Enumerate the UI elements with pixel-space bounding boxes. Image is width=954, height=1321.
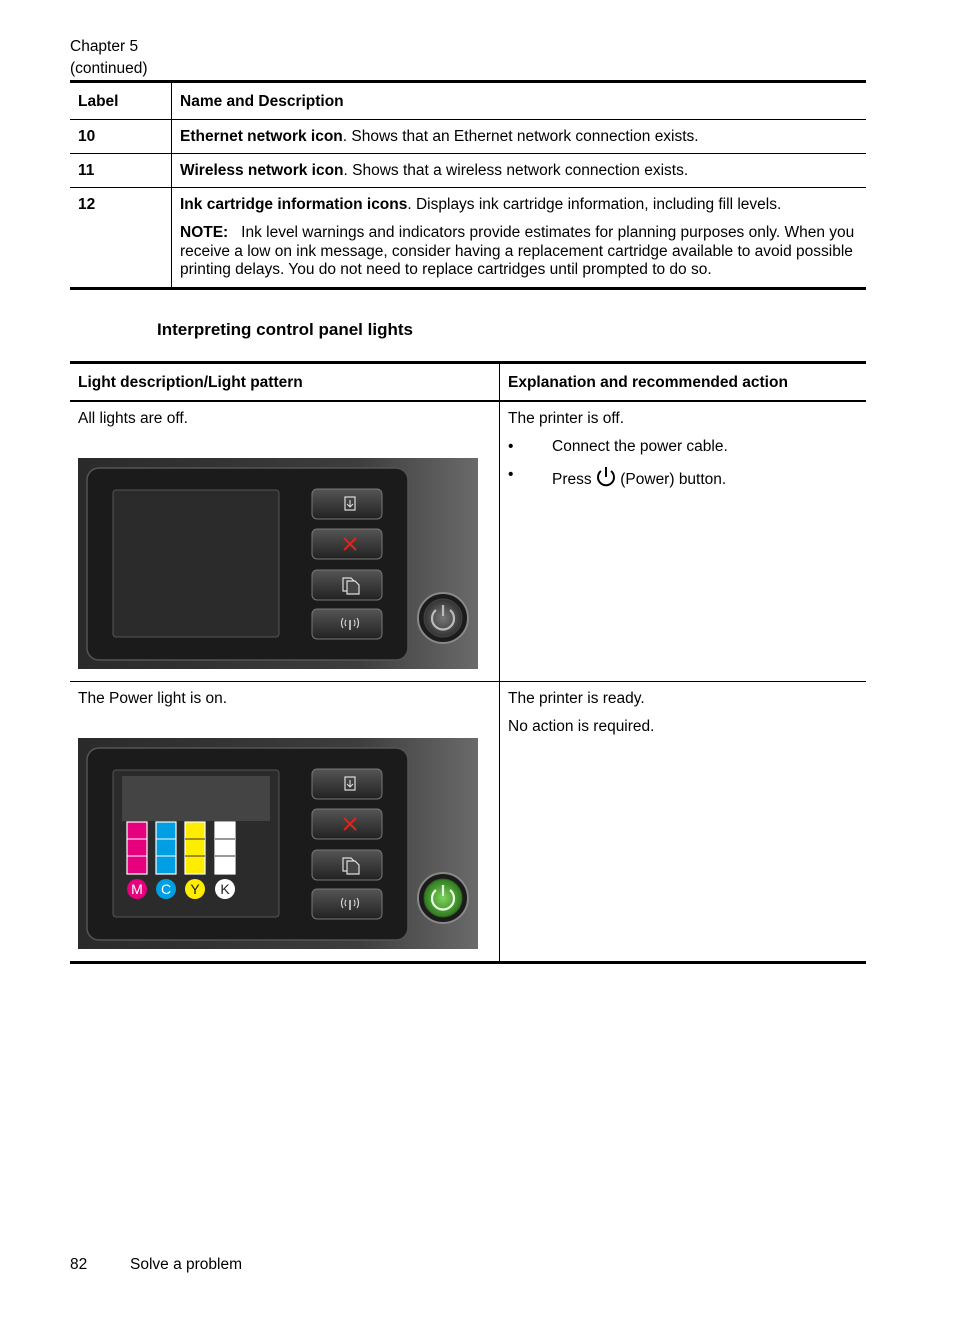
row-label: 12 [70, 188, 172, 289]
table-row [70, 401, 866, 682]
page-footer [70, 1256, 242, 1274]
label-description-table [70, 80, 866, 290]
page-number: 82 [70, 1256, 88, 1273]
light-description: The Power light is on. [78, 690, 228, 707]
action-cell [500, 401, 867, 682]
light-description: All lights are off. [78, 410, 188, 427]
bullet-item: • Connect the power cable. [508, 438, 728, 455]
ink-label-y: Y [190, 881, 200, 897]
note-text: Ink level warnings and indicators provide estimates for planning purposes only. When you receive a low on ink message, consider having a replacement cartridge available to avoid possible printing delays. You do not need to replace cartridges until prompted to do so. [180, 224, 855, 278]
col-label-header: Label [70, 82, 172, 120]
row-desc-text: . Shows that a wireless network connection exists. [343, 162, 689, 179]
row-name: Wireless network icon [180, 162, 344, 179]
row-desc [172, 120, 867, 154]
action-line: No action is required. [508, 718, 655, 735]
control-panel-ready-image [78, 738, 478, 949]
col-action-header: Explanation and recommended action [500, 363, 867, 402]
bullet-item: • Press (Power) button. [508, 466, 727, 488]
bullet-text-pre: Press [552, 471, 592, 488]
table-row [70, 120, 866, 154]
page-header [70, 36, 148, 80]
row-desc-text: . Displays ink cartridge information, including fill levels. [407, 196, 782, 213]
power-icon [596, 466, 616, 488]
chapter-label: Chapter 5 [70, 38, 139, 55]
section-title: Interpreting control panel lights [157, 320, 413, 339]
table-row [70, 682, 866, 963]
ink-label-c: C [160, 881, 172, 897]
light-pattern-cell [70, 682, 500, 963]
control-panel-off-image [78, 458, 478, 669]
document-icon [312, 769, 382, 799]
copy-icon [312, 850, 382, 880]
col-light-header: Light description/Light pattern [70, 363, 500, 402]
note-block [180, 224, 858, 280]
document-icon [312, 489, 382, 519]
copy-icon [312, 570, 382, 600]
row-desc-text: . Shows that an Ethernet network connection exists. [342, 128, 699, 145]
row-desc [172, 188, 867, 289]
cancel-icon [312, 529, 382, 559]
action-line: The printer is ready. [508, 690, 645, 707]
action-cell [500, 682, 867, 963]
action-intro: The printer is off. [508, 410, 625, 427]
table-row [70, 154, 866, 188]
control-panel-lights-table [70, 361, 866, 964]
ink-label-k: K [220, 881, 230, 897]
bullet-text-post: (Power) button. [620, 471, 727, 488]
col-desc-header: Name and Description [172, 82, 867, 120]
row-name: Ink cartridge information icons [180, 196, 408, 213]
row-desc [172, 154, 867, 188]
power-button-on [418, 873, 468, 923]
wireless-icon [312, 609, 382, 639]
ink-label-m: M [131, 881, 143, 897]
continued-label: (continued) [70, 60, 148, 77]
row-label: 11 [70, 154, 172, 188]
cancel-icon [312, 809, 382, 839]
power-button-off [418, 593, 468, 643]
footer-section: Solve a problem [130, 1256, 243, 1273]
row-label: 10 [70, 120, 172, 154]
wireless-icon [312, 889, 382, 919]
display-screen [113, 490, 279, 637]
table-row [70, 188, 866, 289]
note-label: NOTE: [180, 224, 229, 241]
row-name: Ethernet network icon [180, 128, 343, 145]
light-pattern-cell [70, 401, 500, 682]
bullet-text: Connect the power cable. [552, 438, 728, 455]
